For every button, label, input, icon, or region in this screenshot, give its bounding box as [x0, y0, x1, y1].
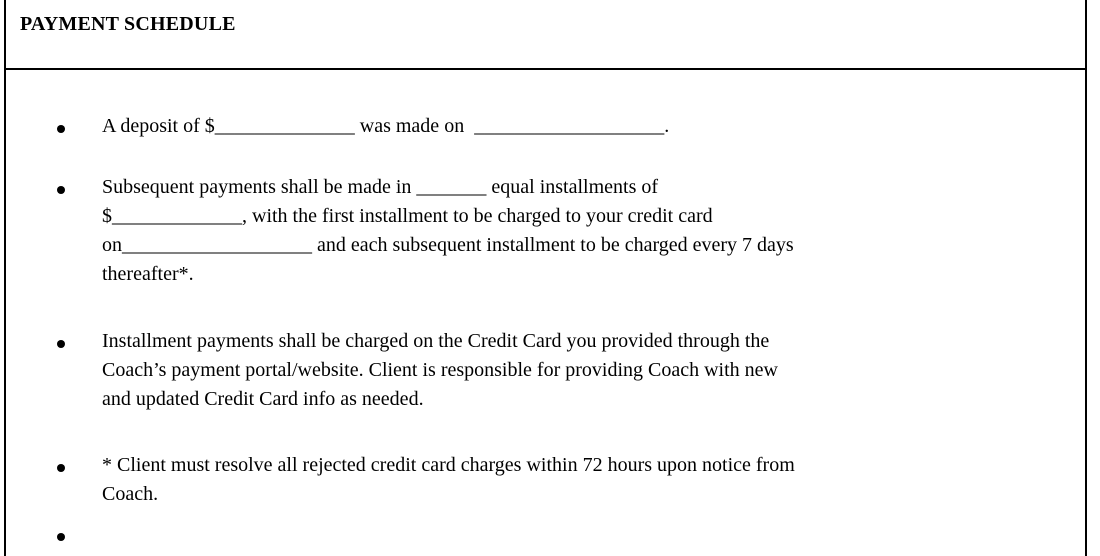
- table-header-row: [6, 0, 1085, 70]
- bullet-line: A deposit of $______________ was made on ___________________.: [102, 115, 670, 137]
- bullet-line: and updated Credit Card info as needed.: [102, 388, 424, 410]
- bullet-line: Installment payments shall be charged on the Credit Card you provided through the: [102, 330, 770, 352]
- bullet-line: Coach.: [102, 483, 159, 505]
- bullet-line: on___________________ and each subsequent installment to be charged every 7 days: [102, 234, 794, 256]
- bullet-dot: [57, 464, 65, 472]
- bullet-dot: [57, 125, 65, 133]
- bullet-dot: [57, 533, 65, 541]
- payment-schedule-table: [4, 0, 1087, 556]
- bullet-line: thereafter*.: [102, 263, 194, 285]
- bullet-dot: [57, 340, 65, 348]
- bullet-line: Coach’s payment portal/website. Client is responsible for providing Coach with new: [102, 359, 778, 381]
- bullet-line: $_____________, with the first installment to be charged to your credit card: [102, 205, 713, 227]
- bullet-dot: [57, 186, 65, 194]
- section-title: PAYMENT SCHEDULE: [20, 13, 236, 35]
- bullet-line: Subsequent payments shall be made in _______ equal installments of: [102, 176, 659, 198]
- bullet-line: * Client must resolve all rejected credit card charges within 72 hours upon notice from: [102, 454, 795, 476]
